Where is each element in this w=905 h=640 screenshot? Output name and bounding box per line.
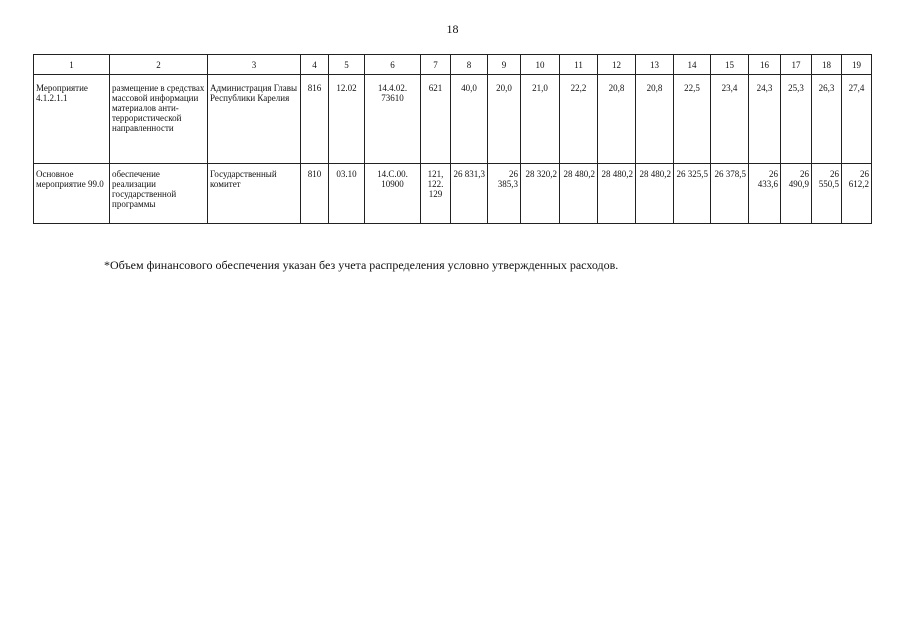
amount-cell: 27,4: [842, 75, 872, 164]
amount-cell: 26 831,3: [451, 164, 488, 224]
column-header: 2: [110, 55, 208, 75]
column-header: 13: [636, 55, 674, 75]
column-header: 11: [560, 55, 598, 75]
amount-cell: 26 550,5: [812, 164, 842, 224]
budget-table: [33, 54, 872, 224]
column-header: 18: [812, 55, 842, 75]
column-header: 10: [521, 55, 560, 75]
event-name-cell: Основное мероприятие 99.0: [34, 164, 110, 224]
column-header: 8: [451, 55, 488, 75]
amount-cell: 22,5: [674, 75, 711, 164]
column-header: 14: [674, 55, 711, 75]
amount-cell: 40,0: [451, 75, 488, 164]
amount-cell: 28 480,2: [636, 164, 674, 224]
amount-cell: 21,0: [521, 75, 560, 164]
executor-cell: Администрация Главы Республики Карелия: [208, 75, 301, 164]
amount-cell: 28 480,2: [598, 164, 636, 224]
amount-cell: 28 320,2: [521, 164, 560, 224]
column-header: 3: [208, 55, 301, 75]
column-header: 15: [711, 55, 749, 75]
event-name-cell: Мероприятие 4.1.2.1.1: [34, 75, 110, 164]
event-description-cell: обеспечение реализации государственной программы: [110, 164, 208, 224]
table-header-row: [34, 55, 872, 75]
code-cell: 03.10: [329, 164, 365, 224]
amount-cell: 23,4: [711, 75, 749, 164]
code-cell: 14.С.00. 10900: [365, 164, 421, 224]
column-header: 7: [421, 55, 451, 75]
column-header: 19: [842, 55, 872, 75]
column-header: 9: [488, 55, 521, 75]
amount-cell: 26 325,5: [674, 164, 711, 224]
column-header: 1: [34, 55, 110, 75]
amount-cell: 26 612,2: [842, 164, 872, 224]
code-cell: 810: [301, 164, 329, 224]
table-row: [34, 164, 872, 224]
table-row: [34, 75, 872, 164]
amount-cell: 22,2: [560, 75, 598, 164]
amount-cell: 20,8: [636, 75, 674, 164]
code-cell: 621: [421, 75, 451, 164]
code-cell: 12.02: [329, 75, 365, 164]
amount-cell: 20,0: [488, 75, 521, 164]
page-number: 18: [446, 22, 459, 36]
code-cell: 121, 122. 129: [421, 164, 451, 224]
code-cell: 14.4.02. 73610: [365, 75, 421, 164]
amount-cell: 26 378,5: [711, 164, 749, 224]
column-header: 17: [781, 55, 812, 75]
column-header: 6: [365, 55, 421, 75]
amount-cell: 20,8: [598, 75, 636, 164]
column-header: 5: [329, 55, 365, 75]
column-header: 4: [301, 55, 329, 75]
amount-cell: 25,3: [781, 75, 812, 164]
footnote: *Объем финансового обеспечения указан без учета распределения условно утвержденных расходов.: [104, 258, 619, 272]
amount-cell: 26 385,3: [488, 164, 521, 224]
code-cell: 816: [301, 75, 329, 164]
amount-cell: 26 433,6: [749, 164, 781, 224]
amount-cell: 24,3: [749, 75, 781, 164]
column-header: 12: [598, 55, 636, 75]
event-description-cell: размещение в средствах массовой информации материалов анти-террористической направленности: [110, 75, 208, 164]
amount-cell: 28 480,2: [560, 164, 598, 224]
column-header: 16: [749, 55, 781, 75]
amount-cell: 26,3: [812, 75, 842, 164]
amount-cell: 26 490,9: [781, 164, 812, 224]
executor-cell: Государственный комитет: [208, 164, 301, 224]
